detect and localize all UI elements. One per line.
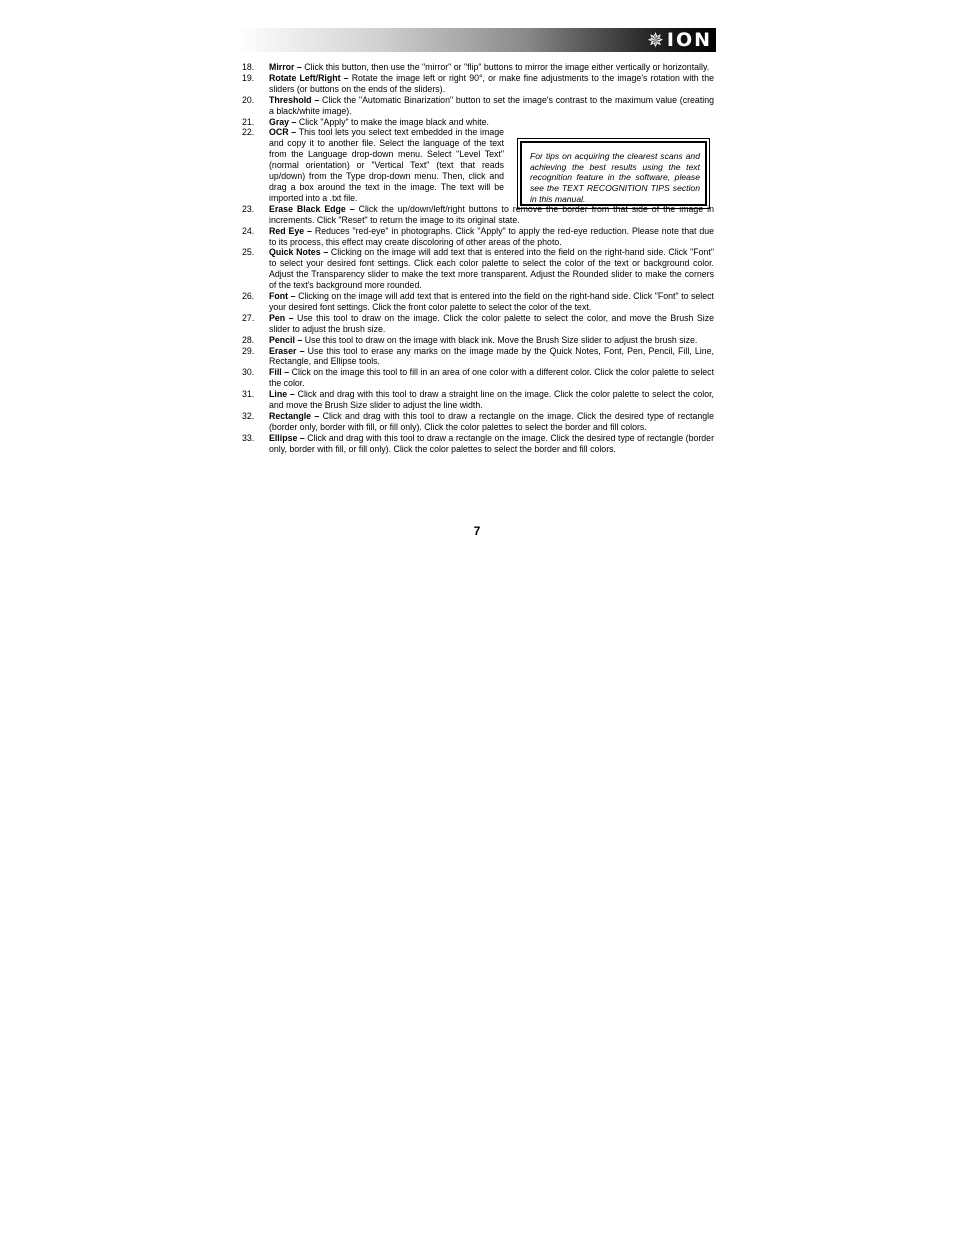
item-number: 25. bbox=[242, 247, 255, 258]
item-term: OCR – bbox=[269, 127, 297, 138]
item-number: 31. bbox=[242, 389, 255, 400]
item-text: Click and drag with this tool to draw a rectangle on the image. Click the desired type of rectangle (border only, border with fill, or fill only). Click the color palettes to select the border and fill colors. bbox=[269, 432, 714, 454]
list-item bbox=[238, 73, 714, 95]
item-term: Rotate Left/Right – bbox=[269, 72, 349, 83]
item-number: 27. bbox=[242, 312, 255, 323]
item-term: Erase Black Edge – bbox=[269, 203, 355, 214]
item-number: 30. bbox=[242, 367, 255, 378]
item-text: Reduces "red-eye" in photographs. Click "Apply" to apply the red-eye reduction. Please note that due to its process, this effect may create discoloring of other areas of the photo. bbox=[269, 225, 714, 247]
item-text: Click the up/down/left/right buttons to remove the border from that side of the image in increments. Click "Reset" to return the image to its original state. bbox=[269, 203, 714, 225]
item-text: Click and drag with this tool to draw a rectangle on the image. Click the desired type of rectangle (border only, border with fill, or fill only). Click the color palettes to select the border and fill colors. bbox=[269, 411, 714, 432]
item-number: 33. bbox=[242, 432, 255, 443]
tip-box bbox=[517, 138, 710, 209]
item-term: Gray – bbox=[269, 116, 297, 127]
list-item bbox=[238, 313, 714, 335]
list-item bbox=[238, 346, 714, 368]
item-text: Clicking on the image will add text that is entered into the field on the right-hand side. Click "Font" to select your desired font settings. Click the front color palette to select the color of the text. bbox=[269, 291, 715, 312]
item-text: Clicking on the image will add text that is entered into the field on the right-hand side. Click "Font" to select your desired font settings. Click each color palette to select the color of the text or background color. Adjust the Transparency slider to make the text more transparent. Adjust the Rounded slider to make the corners of the text's background more rounded. bbox=[269, 247, 714, 291]
item-text: Use this tool to erase any marks on the image made by the Quick Notes, Font, Pen, Pencil, Fill, Line, Rectangle, and Ellipse tools. bbox=[269, 345, 714, 367]
item-term: Eraser – bbox=[269, 345, 305, 356]
item-number: 23. bbox=[242, 203, 255, 214]
list-item bbox=[238, 411, 714, 433]
list-item bbox=[238, 62, 714, 73]
list-item bbox=[238, 291, 714, 313]
item-number: 29. bbox=[242, 345, 255, 356]
page-number: 7 bbox=[473, 524, 481, 538]
list-item bbox=[238, 247, 714, 291]
item-number: 26. bbox=[242, 291, 255, 302]
header-gradient-bar bbox=[238, 28, 716, 52]
starburst-icon: ✵ bbox=[647, 28, 664, 52]
item-term: Quick Notes – bbox=[269, 247, 329, 258]
ion-logo bbox=[647, 29, 712, 51]
item-number: 20. bbox=[242, 94, 255, 105]
list-item bbox=[238, 433, 714, 455]
item-term: Rectangle – bbox=[269, 411, 320, 421]
item-term: Font – bbox=[269, 291, 296, 302]
item-number: 19. bbox=[242, 72, 255, 83]
item-text: Click and drag with this tool to draw a straight line on the image. Click the color palette to select the color, and move the Brush Size slider to adjust the line width. bbox=[269, 389, 714, 411]
item-text: Use this tool to draw on the image with black ink. Move the Brush Size slider to adjust the brush size. bbox=[302, 334, 698, 345]
item-number: 28. bbox=[242, 334, 255, 345]
list-item bbox=[238, 335, 714, 346]
list-item bbox=[238, 389, 714, 411]
item-text: Click "Apply" to make the image black and white. bbox=[296, 116, 489, 127]
item-number: 22. bbox=[242, 127, 255, 138]
item-number: 32. bbox=[242, 411, 255, 421]
item-term: Ellipse – bbox=[269, 432, 305, 443]
list-item bbox=[238, 226, 714, 248]
feature-list bbox=[238, 62, 714, 455]
item-text: Use this tool to draw on the image. Click the color palette to select the color, and move the Brush Size slider to adjust the brush size. bbox=[269, 312, 714, 334]
item-number: 21. bbox=[242, 116, 255, 127]
item-number: 24. bbox=[242, 225, 255, 236]
item-term: Line – bbox=[269, 389, 295, 400]
item-text: This tool lets you select text embedded in the image and copy it to another file. Select the language of the text from the Language drop-down menu. Select "Level Text" (normal orientation) or "Vertical Text" (text that reads up/down) from the Type drop-down menu. Then, click and drag a box around the text in the image. The text will be imported into a .txt file. bbox=[269, 127, 504, 203]
list-item bbox=[238, 367, 714, 389]
item-text: Click the "Automatic Binarization" button to set the image's contrast to the maximum value (creating a black/white image). bbox=[269, 94, 714, 116]
tip-text: For tips on acquiring the clearest scans and achieving the best results using the text recognition feature in the software, please see the TEXT RECOGNITION TIPS section in this manual. bbox=[520, 141, 707, 206]
list-item bbox=[238, 117, 714, 128]
item-term: Mirror – bbox=[269, 62, 302, 72]
item-text: Click on the image this tool to fill in an area of one color with a different color. Click the color palette to select the color. bbox=[269, 367, 715, 389]
list-item bbox=[238, 95, 714, 117]
logo-text: ION bbox=[666, 29, 712, 51]
item-text: Rotate the image left or right 90°, or make fine adjustments to the image's rotation with the sliders (or buttons on the ends of the sliders). bbox=[269, 72, 714, 94]
item-term: Red Eye – bbox=[269, 225, 312, 236]
item-term: Pencil – bbox=[269, 334, 303, 345]
item-term: Pen – bbox=[269, 312, 294, 323]
item-term: Fill – bbox=[269, 367, 290, 378]
item-term: Threshold – bbox=[269, 94, 320, 105]
item-text: Click this button, then use the "mirror" or "flip" buttons to mirror the image either vertically or horizontally. bbox=[301, 62, 710, 72]
item-number: 18. bbox=[242, 62, 255, 72]
